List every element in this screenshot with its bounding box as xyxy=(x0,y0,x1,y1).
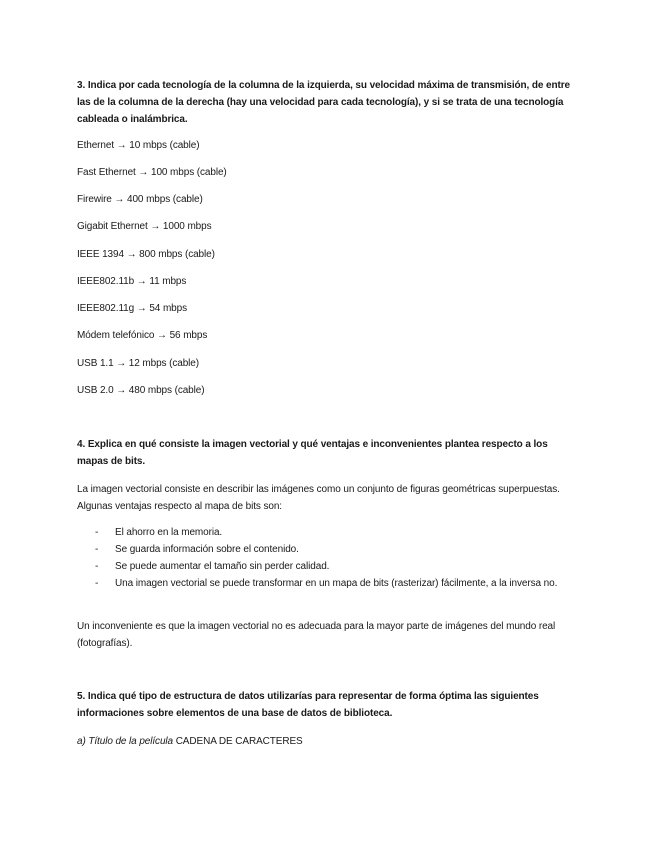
question-3-text: Indica por cada tecnología de la columna de la izquierda, su velocidad máxima de transmisión, de entre las de la columna de la derecha (hay una velocidad para cada tecnología), y si se trata de una tecnología cableada o inalámbrica. xyxy=(77,80,570,125)
question-3-heading xyxy=(77,77,577,128)
advantages-list xyxy=(95,524,565,592)
answer-line: IEEE802.11b → 11 mbps xyxy=(77,276,187,287)
question-5-text: Indica qué tipo de estructura de datos utilizarías para representar de forma óptima las siguientes informaciones sobre elementos de una base de datos de biblioteca. xyxy=(77,691,539,719)
bullet-marker: - xyxy=(95,527,99,538)
answer-line: Fast Ethernet → 100 mbps (cable) xyxy=(77,167,227,178)
question-4-number: 4. xyxy=(77,439,86,450)
bullet-marker: - xyxy=(95,544,99,555)
list-item xyxy=(95,558,565,575)
question-4-intro: La imagen vectorial consiste en describir las imágenes como un conjunto de figuras geométricas superpuestas. Algunas ventajas respecto al mapa de bits son: xyxy=(77,484,560,512)
list-item-text: Se guarda información sobre el contenido. xyxy=(115,544,299,555)
answer-line: USB 1.1 → 12 mbps (cable) xyxy=(77,358,199,369)
question-4-conclusion: Un inconveniente es que la imagen vectorial no es adecuada para la mayor parte de imágenes del mundo real (fotografías). xyxy=(77,621,556,649)
question-4-text: Explica en qué consiste la imagen vectorial y qué ventajas e inconvenientes plantea respecto a los mapas de bits. xyxy=(77,439,548,467)
list-item-text: Se puede aumentar el tamaño sin perder calidad. xyxy=(115,561,330,572)
item-a-label: a) Título de la película xyxy=(77,736,173,747)
question-5-heading xyxy=(77,688,577,722)
question-3-number: 3. xyxy=(77,80,86,91)
answer-line: IEEE 1394 → 800 mbps (cable) xyxy=(77,249,215,260)
answer-line: IEEE802.11g → 54 mbps xyxy=(77,303,188,314)
list-item-text: El ahorro en la memoria. xyxy=(115,527,223,538)
answer-line: Ethernet → 10 mbps (cable) xyxy=(77,140,200,151)
list-item xyxy=(95,575,565,592)
answer-line: Módem telefónico → 56 mbps xyxy=(77,330,208,341)
answer-line: Gigabit Ethernet → 1000 mbps xyxy=(77,221,212,232)
answer-line: USB 2.0 → 480 mbps (cable) xyxy=(77,385,205,396)
question-4-heading xyxy=(77,436,577,470)
question-5-number: 5. xyxy=(77,691,86,702)
list-item-text: Una imagen vectorial se puede transformar en un mapa de bits (rasterizar) fácilmente, a la inversa no. xyxy=(115,578,558,589)
list-item xyxy=(95,524,565,541)
bullet-marker: - xyxy=(95,578,99,589)
item-a-answer: CADENA DE CARACTERES xyxy=(175,736,303,747)
question-5-item-a xyxy=(77,733,303,750)
bullet-marker: - xyxy=(95,561,99,572)
answer-line: Firewire → 400 mbps (cable) xyxy=(77,194,203,205)
list-item xyxy=(95,541,565,558)
